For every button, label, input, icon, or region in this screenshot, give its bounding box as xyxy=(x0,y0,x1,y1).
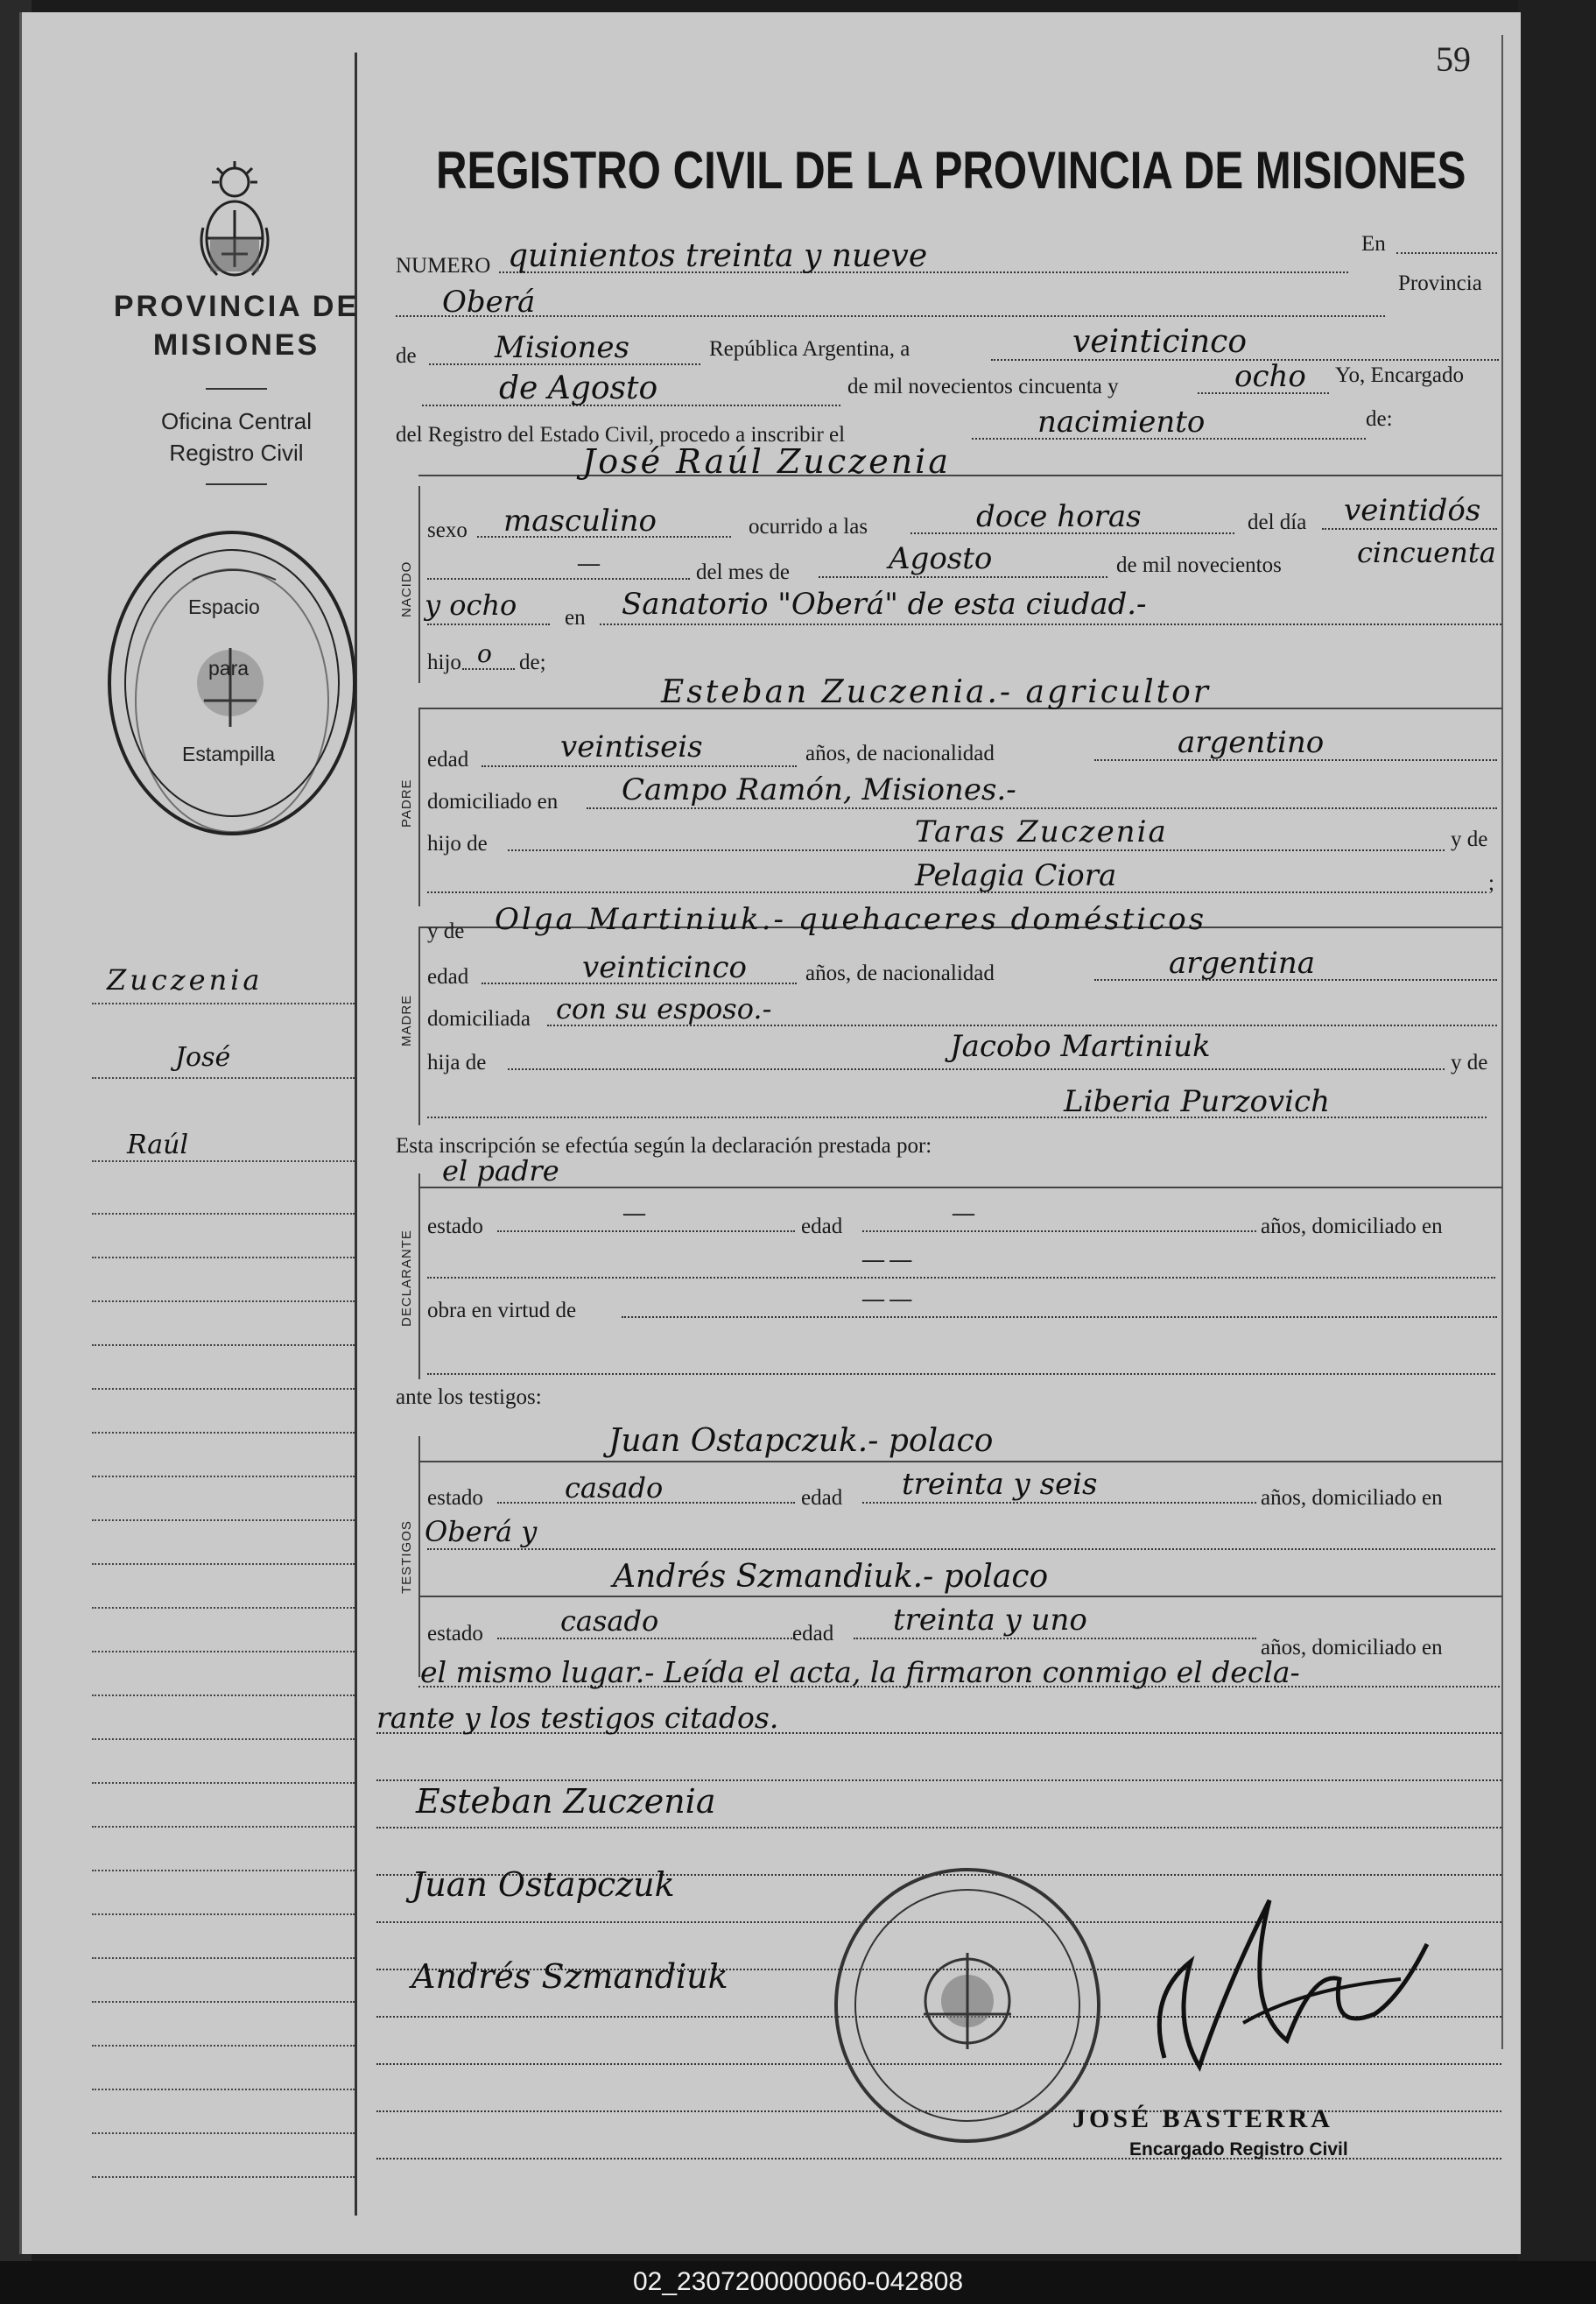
margin-line xyxy=(92,2132,355,2134)
witness1-age: treinta y seis xyxy=(902,1467,1098,1502)
witness1-estado: casado xyxy=(565,1471,664,1504)
margin-line xyxy=(92,1695,355,1696)
edad-label: edad xyxy=(801,1486,843,1510)
margin-line xyxy=(92,1738,355,1740)
estado-label: estado xyxy=(427,1486,483,1510)
right-border xyxy=(1501,35,1503,2049)
dash-pair: — — xyxy=(862,1287,912,1311)
dash: — xyxy=(578,552,600,575)
margin-line xyxy=(92,1782,355,1784)
declarante-intro: Esta inscripción se efectúa según la declaración prestada por: xyxy=(396,1134,932,1158)
dotted-line xyxy=(497,1638,795,1639)
dotted-line xyxy=(482,765,797,767)
witness2-name: Andrés Szmandiuk.- polaco xyxy=(613,1559,1049,1595)
edad-label: edad xyxy=(427,748,469,772)
office-line1: Oficina Central xyxy=(161,408,312,434)
section-rule xyxy=(418,1461,1502,1462)
en-label: en xyxy=(565,606,586,630)
closing-line-1: el mismo lugar.- Leída el acta, la firmaron conmigo el decla- xyxy=(420,1655,1300,1689)
maternal-grandfather: Jacobo Martiniuk xyxy=(950,1029,1211,1064)
margin-line xyxy=(92,1300,355,1302)
section-bracket xyxy=(418,709,420,906)
dotted-line xyxy=(1396,252,1497,254)
margin-second-name: Raúl xyxy=(127,1130,189,1160)
section-testigos: TESTIGOS xyxy=(399,1520,414,1594)
dotted-line xyxy=(508,1068,1445,1070)
margin-line xyxy=(92,1519,355,1521)
margin-line xyxy=(92,1077,355,1079)
dash: — xyxy=(623,1201,645,1225)
section-bracket xyxy=(418,1173,420,1379)
page-title: REGISTRO CIVIL DE LA PROVINCIA DE MISIONES xyxy=(436,141,1466,200)
margin-line xyxy=(92,1388,355,1390)
nacionalidad-label: años, de nacionalidad xyxy=(805,962,995,985)
stamp-label-2: para xyxy=(208,657,250,680)
province-line2: MISIONES xyxy=(152,328,320,362)
margin-line xyxy=(92,2045,355,2047)
office-heading xyxy=(123,405,350,469)
nacionalidad-label: años, de nacionalidad xyxy=(805,742,995,765)
de-colon: de: xyxy=(1366,407,1393,431)
dash: — xyxy=(953,1201,974,1225)
coat-of-arms-icon xyxy=(191,158,278,285)
official-name: JOSÉ BASTERRA xyxy=(1072,2104,1333,2133)
dotted-line xyxy=(1322,528,1497,530)
section-bracket xyxy=(418,1436,420,1677)
mil-label: de mil novecientos xyxy=(1116,553,1282,577)
domiciliada-label: domiciliada xyxy=(427,1007,531,1031)
signature-father: Esteban Zuczenia xyxy=(416,1782,716,1821)
declarante-who: el padre xyxy=(442,1154,559,1187)
city-value: Oberá xyxy=(442,285,536,320)
father-domicile: Campo Ramón, Misiones.- xyxy=(622,772,1016,807)
domiciliado-label: domiciliado en xyxy=(427,790,559,814)
margin-divider xyxy=(355,53,357,2216)
official-title: Encargado Registro Civil xyxy=(1129,2139,1348,2160)
republica-label: República Argentina, a xyxy=(709,337,910,361)
margin-line xyxy=(92,2089,355,2090)
mother-age: veinticinco xyxy=(582,950,747,985)
section-rule xyxy=(418,475,1502,476)
dotted-line xyxy=(862,1502,1256,1504)
image-caption: 02_2307200000060-042808 xyxy=(0,2261,1596,2304)
margin-surname: Zuczenia xyxy=(107,963,264,997)
section-madre: MADRE xyxy=(399,994,414,1046)
margin-line xyxy=(92,1476,355,1477)
section-bracket xyxy=(418,486,420,683)
separator xyxy=(206,388,267,390)
margin-line xyxy=(92,1257,355,1258)
y-de-label: y de xyxy=(1451,828,1488,851)
dash-pair: — — xyxy=(862,1248,912,1272)
dotted-line xyxy=(854,1638,1256,1639)
margin-line xyxy=(92,1432,355,1434)
estado-label: estado xyxy=(427,1215,483,1238)
dotted-line xyxy=(396,315,1385,317)
birth-day: veintidós xyxy=(1344,493,1481,528)
margin-line xyxy=(92,1344,355,1346)
page-number: 59 xyxy=(1436,39,1471,79)
obra-label: obra en virtud de xyxy=(427,1299,577,1322)
dotted-line xyxy=(427,1277,1495,1279)
birth-place: Sanatorio "Oberá" de esta ciudad.- xyxy=(622,587,1147,622)
closing-line-2: rante y los testigos citados. xyxy=(376,1701,779,1735)
hour-value: doce horas xyxy=(976,499,1142,534)
dotted-line xyxy=(508,849,1445,851)
witness2-estado: casado xyxy=(560,1604,659,1638)
anos-domiciliado-label: años, domiciliado en xyxy=(1261,1486,1443,1510)
sexo-label: sexo xyxy=(427,518,468,542)
semicolon: ; xyxy=(1488,871,1494,895)
official-seal xyxy=(827,1865,1107,2145)
father-age: veintiseis xyxy=(560,729,703,764)
mother-name: Olga Martiniuk.- quehaceres domésticos xyxy=(495,902,1207,937)
paternal-grandmother: Pelagia Ciora xyxy=(915,858,1117,893)
birth-year-2: y ocho xyxy=(425,588,517,622)
stamp-label-3: Estampilla xyxy=(182,743,276,765)
anos-domiciliado-label: años, domiciliado en xyxy=(1261,1636,1443,1659)
birth-month: Agosto xyxy=(889,541,993,576)
dotted-line xyxy=(376,1779,1501,1781)
father-name: Esteban Zuczenia.- agricultor xyxy=(661,674,1211,710)
margin-first-name: José xyxy=(175,1042,231,1073)
margin-line xyxy=(92,2176,355,2178)
mother-domicile: con su esposo.- xyxy=(556,992,772,1025)
province-line1: PROVINCIA DE xyxy=(113,290,360,323)
page-edge xyxy=(1518,0,1596,2304)
edad-label: edad xyxy=(792,1622,834,1645)
anos-domiciliado-label: años, domiciliado en xyxy=(1261,1215,1443,1238)
y-de-label: y de xyxy=(427,919,465,943)
dotted-line xyxy=(427,578,690,580)
dotted-line xyxy=(427,624,550,625)
estado-label: estado xyxy=(427,1622,483,1645)
hijo-label: hijo xyxy=(427,651,461,674)
en-label: En xyxy=(1361,232,1386,256)
stamp-label-1: Espacio xyxy=(188,595,260,618)
margin-line xyxy=(92,1160,355,1162)
margin-line xyxy=(92,1213,355,1215)
dotted-line xyxy=(427,1548,1495,1550)
edad-label: edad xyxy=(427,965,469,989)
dotted-line xyxy=(587,807,1497,809)
numero-label: NUMERO xyxy=(396,254,491,278)
edad-label: edad xyxy=(801,1215,843,1238)
father-nationality: argentino xyxy=(1178,725,1325,760)
margin-line xyxy=(92,1957,355,1959)
section-rule xyxy=(418,1187,1502,1188)
provincia-label: Provincia xyxy=(1398,271,1482,295)
ocurrido-label: ocurrido a las xyxy=(749,515,868,539)
margin-line xyxy=(92,1607,355,1609)
separator xyxy=(206,483,267,485)
dotted-line xyxy=(497,1230,795,1232)
margin-line xyxy=(92,2001,355,2003)
margin-line xyxy=(92,1913,355,1915)
mil-label: de mil novecientos cincuenta y xyxy=(847,375,1119,398)
dotted-line xyxy=(376,1827,1501,1828)
de-label: de; xyxy=(519,651,546,674)
del-dia-label: del día xyxy=(1248,511,1307,534)
official-signature xyxy=(1112,1865,1445,2093)
y-de-label: y de xyxy=(1451,1051,1488,1074)
margin-line xyxy=(92,1003,355,1004)
day-value: veinticinco xyxy=(1072,324,1248,360)
yo-label: Yo, Encargado xyxy=(1335,363,1464,387)
dotted-line xyxy=(600,624,1501,625)
maternal-grandmother: Liberia Purzovich xyxy=(1064,1084,1330,1119)
hijo-value: o xyxy=(477,639,492,668)
mother-nationality: argentina xyxy=(1169,946,1316,981)
child-name: José Raúl Zuczenia xyxy=(582,442,951,481)
witness1-name: Juan Ostapczuk.- polaco xyxy=(608,1423,994,1459)
dotted-line xyxy=(862,1230,1256,1232)
witness1-domicile: Oberá y xyxy=(425,1515,538,1548)
province-heading xyxy=(88,287,385,364)
signature-witness1: Juan Ostapczuk xyxy=(411,1865,675,1904)
margin-line xyxy=(92,1870,355,1871)
del-mes-label: del mes de xyxy=(696,560,790,584)
margin-line xyxy=(92,1826,355,1828)
registro-label: del Registro del Estado Civil, procedo a inscribir el xyxy=(396,423,846,447)
testigos-intro: ante los testigos: xyxy=(396,1385,542,1409)
margin-line xyxy=(92,1651,355,1652)
dotted-line xyxy=(819,576,1107,578)
sexo-value: masculino xyxy=(503,504,657,539)
numero-value: quinientos treinta y nueve xyxy=(508,238,928,274)
de-label: de xyxy=(396,344,417,368)
dotted-line xyxy=(462,668,515,670)
act-type: nacimiento xyxy=(1037,405,1206,440)
month-value: de Agosto xyxy=(499,370,658,406)
hijo-de-label: hijo de xyxy=(427,832,488,856)
section-padre: PADRE xyxy=(399,779,414,828)
section-rule xyxy=(418,1596,1502,1597)
hija-de-label: hija de xyxy=(427,1051,487,1074)
office-line2: Registro Civil xyxy=(169,440,304,466)
year-value: ocho xyxy=(1234,359,1306,394)
section-nacido: NACIDO xyxy=(399,560,414,617)
province-value: Misiones xyxy=(495,330,629,365)
section-bracket xyxy=(418,928,420,1125)
paternal-grandfather: Taras Zuczenia xyxy=(915,814,1168,849)
dotted-line xyxy=(427,1373,1495,1375)
witness2-age: treinta y uno xyxy=(893,1603,1087,1638)
section-declarante: DECLARANTE xyxy=(399,1230,414,1327)
margin-line xyxy=(92,1563,355,1565)
stamp-space-seal xyxy=(101,525,363,841)
birth-year-1: cincuenta xyxy=(1357,536,1496,569)
signature-witness2: Andrés Szmandiuk xyxy=(411,1957,728,1996)
dotted-line xyxy=(622,1316,1497,1318)
